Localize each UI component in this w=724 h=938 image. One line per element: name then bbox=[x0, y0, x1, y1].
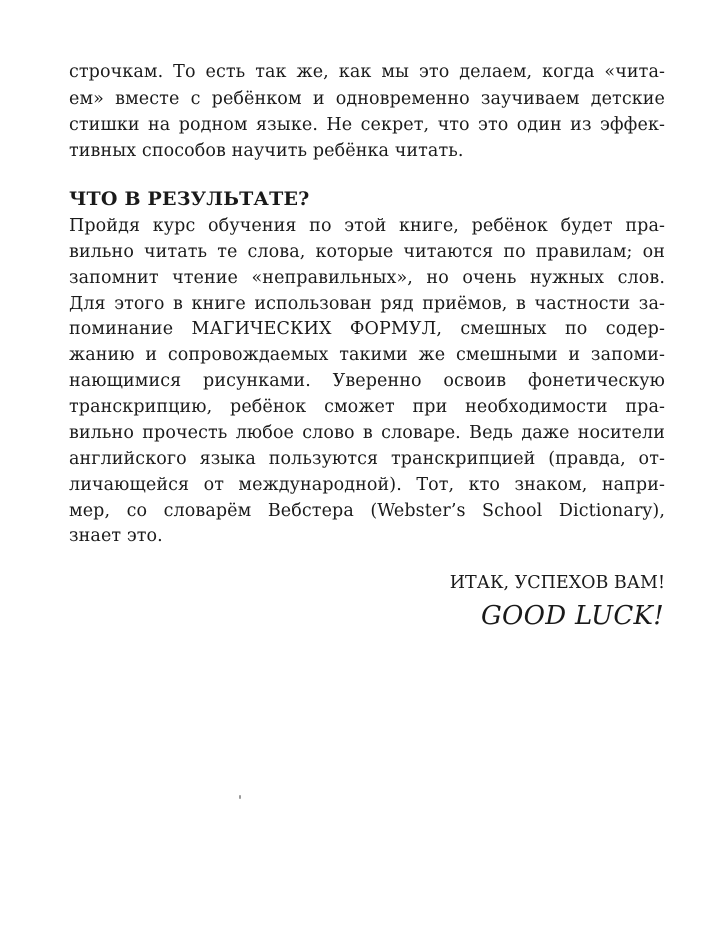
result-line-12: мер, со словарём Вебстера (Webster’s School Dictionary), bbox=[69, 501, 665, 521]
result-line-10: английского языка пользуются транскрипцией (правда, от- bbox=[69, 449, 665, 469]
intro-line-1: строчкам. То есть так же, как мы это делаем, когда «чита- bbox=[69, 62, 665, 82]
result-line-7: нающимися рисунками. Уверенно освоив фонетическую bbox=[69, 371, 665, 391]
result-line-6: жанию и сопровождаемых такими же смешными и запоми- bbox=[69, 345, 665, 365]
result-line-5: поминание МАГИЧЕСКИХ ФОРМУЛ, смешных по содер- bbox=[69, 319, 665, 339]
result-line-9: вильно прочесть любое слово в словаре. Ведь даже носители bbox=[69, 423, 665, 443]
result-line-3: запомнит чтение «неправильных», но очень нужных слов. bbox=[69, 268, 665, 288]
result-line-13: знает это. bbox=[69, 526, 163, 546]
section-heading: ЧТО В РЕЗУЛЬТАТЕ? bbox=[69, 188, 310, 210]
intro-line-4: тивных способов научить ребёнка читать. bbox=[69, 141, 464, 161]
result-line-11: личающейся от международной). Тот, кто знаком, напри- bbox=[69, 475, 665, 495]
intro-line-3: стишки на родном языке. Не секрет, что это один из эффек- bbox=[69, 115, 665, 135]
scan-speck bbox=[239, 795, 241, 799]
result-line-1: Пройдя курс обучения по этой книге, ребёнок будет пра- bbox=[69, 216, 665, 236]
result-line-8: транскрипцию, ребёнок сможет при необходимости пра- bbox=[69, 397, 665, 417]
result-line-2: вильно читать те слова, которые читаются по правилам; он bbox=[69, 242, 665, 262]
closing-line: ИТАК, УСПЕХОВ ВАМ! bbox=[449, 573, 665, 593]
intro-line-2: ем» вместе с ребёнком и одновременно заучиваем детские bbox=[69, 89, 665, 109]
good-luck-text: GOOD LUCK! bbox=[480, 601, 664, 631]
result-line-4: Для этого в книге использован ряд приёмов, в частности за- bbox=[69, 294, 665, 314]
